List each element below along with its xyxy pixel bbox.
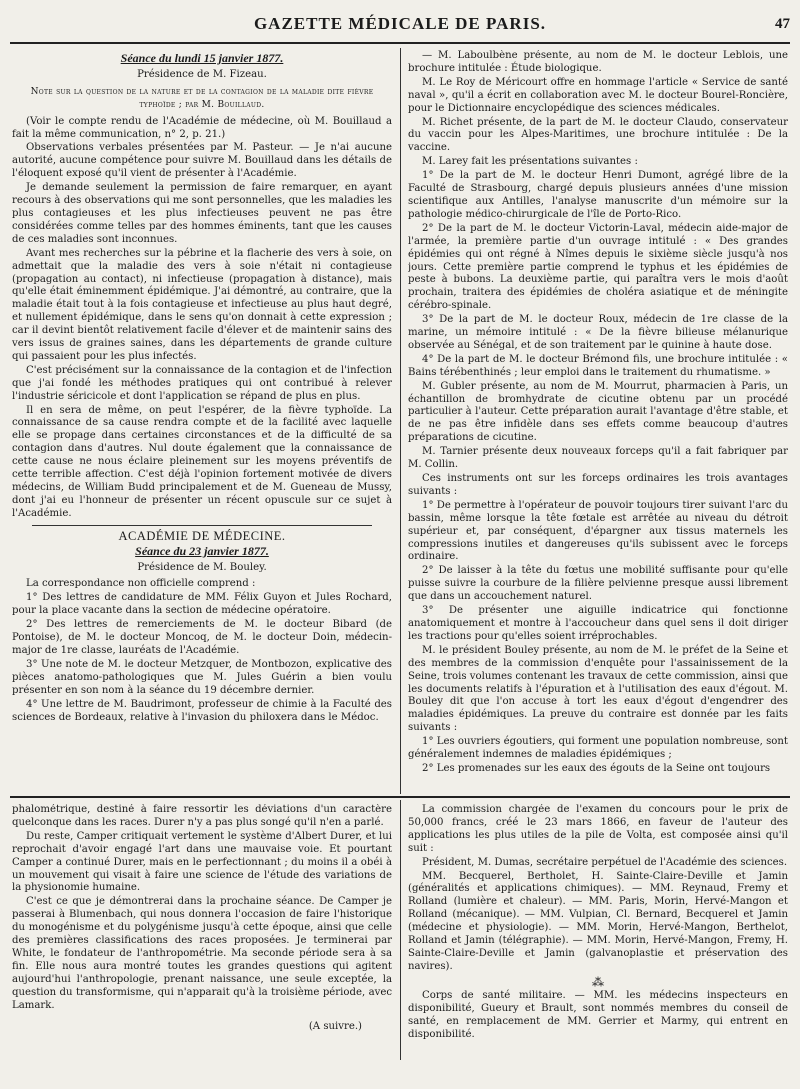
presidence-2: Présidence de M. Bouley. xyxy=(137,561,267,573)
left-column-bottom xyxy=(12,804,392,1074)
paragraph: (Voir le compte rendu de l'Académie de médecine, où M. Bouillaud a fait la même communication, n° 2, p. 21.) xyxy=(12,115,392,140)
newspaper-title: GAZETTE MÉDICALE DE PARIS. xyxy=(253,14,547,33)
paragraph: M. Gubler présente, au nom de M. Mourrut, pharmacien à Paris, un échantillon de bromhydrate de cicutine obtenu par un procédé particulier à l'auteur. Cette préparation aurait l'avantage d'être stable, et de ne pas être infidèle dans ses effets comme beaucoup d'autres préparations de cicutine. xyxy=(408,380,788,444)
paragraph: C'est précisément sur la connaissance de la contagion et de l'infection que j'ai fondé les méthodes pratiques qui ont contribué à relever l'industrie séricicole et dont l'application se répand de plus en plus. xyxy=(12,364,392,402)
paragraph: 2° Les promenades sur les eaux des égouts de la Seine ont toujours xyxy=(422,762,771,774)
header-rule xyxy=(10,42,790,44)
paragraph: Avant mes recherches sur la pébrine et la flacherie des vers à soie, on admettait que la maladie des vers à soie n'était ni contagieuse (propagation au contact), ni infectieuse (propagation à distance), mais qu'elle était éminemment épidémique. J'ai démontré, au contraire, que la maladie était tout à la fois contagieuse et infectieuse au plus haut degré, et nullement épidémique, dans le sens qu'on donnait à cette expression ; car il devint bientôt relativement facile d'élever et de maintenir sains des vers issus de graines saines, dans les départements de grande culture qui passaient pour les plus infectés. xyxy=(12,247,392,362)
paragraph: 2° De laisser à la tête du fœtus une mobilité suffisante pour qu'elle puisse suivre la courbure de la filière pelvienne presque aussi librement que dans un accouchement naturel. xyxy=(408,565,788,603)
paragraph: Observations verbales présentées par M. Pasteur. — Je n'ai aucune autorité, aucune compétence pour suivre M. Bouillaud dans les détails de l'éloquent exposé qu'il vient de présenter à l'Académie. xyxy=(12,142,392,180)
paragraph: 3° Une note de M. le docteur Metzquer, de Montbozon, explicative des pièces anatomo-pathologiques que M. Jules Guérin a bien voulu présenter en son nom à la séance du 19 décembre dernier. xyxy=(12,658,392,696)
paragraph: 1° Des lettres de candidature de MM. Félix Guyon et Jules Rochard, pour la place vacante dans la section de médecine opératoire. xyxy=(12,592,392,617)
paragraph: phalométrique, destiné à faire ressortir les déviations d'un caractère quelconque dans les races. Durer n'y a pas plus songé qu'il n'en a parlé. xyxy=(12,804,392,828)
page-number: 47 xyxy=(775,16,790,32)
section-separator xyxy=(32,525,372,526)
paragraph: La correspondance non officielle comprend : xyxy=(26,578,256,590)
left-column-top xyxy=(12,50,392,794)
page-header xyxy=(0,14,800,36)
academie-heading: ACADÉMIE DE MÉDECINE. xyxy=(118,528,286,543)
paragraph: M. le président Bouley présente, au nom de M. le préfet de la Seine et des membres de la commission d'enquête pour l'assainissement de la Seine, trois volumes contenant les travaux de cette commission, ainsi que les documents relatifs à l'épuration et à l'utilisation des eaux d'égout. M. Bouley dit que l'on accuse à tort les eaux d'égout d'engendrer des maladies épidémiques. La preuve du contraire est donnée par les faits suivants : xyxy=(408,644,788,734)
paragraph: Il en sera de même, on peut l'espérer, de la fièvre typhoïde. La connaissance de sa cause rendra compte et de la facilité avec laquelle elle se propage dans certaines circonstances et de la difficulté de sa contagion dans d'autres. Nul doute également que la connaissance de cette cause ne nous éclaire pleinement sur les moyens préventifs de cette terrible affection. C'est déjà l'opinion fortement motivée de divers médecins, de William Budd principalement et de M. Gueneau de Mussy, dont j'ai eu l'honneur de présenter un récent opuscule sur ce sujet à l'Académie. xyxy=(12,404,392,519)
seance-heading-1: Séance du lundi 15 janvier 1877. xyxy=(120,51,284,65)
paragraph: M. Richet présente, de la part de M. le docteur Claudo, conservateur du vaccin pour les Alpes-Maritimes, une brochure intitulée : De la vaccine. xyxy=(408,116,788,154)
presidence-1: Présidence de M. Fizeau. xyxy=(137,68,267,80)
paragraph: 1° De la part de M. le docteur Henri Dumont, agrégé libre de la Faculté de Strasbourg, chargé depuis plusieurs années d'une mission scientifique aux Antilles, l'analyse manuscrite d'un mémoire sur la pathologie médico-chirurgicale de l'île de Porto-Rico. xyxy=(408,170,788,220)
paragraph: 2° Des lettres de remerciements de M. le docteur Bibard (de Pontoise), de M. le docteur Moncoq, de M. le docteur Doin, médecin-major de 1re classe, lauréats de l'Académie. xyxy=(12,619,392,656)
paragraph: 4° De la part de M. le docteur Brémond fils, une brochure intitulée : « Bains térébenthinés ; leur emploi dans le traitement du rhumatisme. » xyxy=(408,353,788,378)
paragraph: M. Larey fait les présentations suivantes : xyxy=(422,156,638,168)
continued-note: (A suivre.) xyxy=(308,1020,362,1032)
section-rule xyxy=(10,796,790,798)
asterism-separator: ⁂ xyxy=(592,974,604,989)
paragraph: Ces instruments ont sur les forceps ordinaires les trois avantages suivants : xyxy=(408,473,788,497)
paragraph: M. Tarnier présente deux nouveaux forceps qu'il a fait fabriquer par M. Collin. xyxy=(408,446,788,471)
paragraph: 2° De la part de M. le docteur Victorin-Laval, médecin aide-major de l'armée, la première partie d'un ouvrage intitulé : « Des grandes épidémies qui ont régné à Nîmes depuis le sixième siècle jusqu'à nos jours. Cette première partie comprend le typhus et les épidémies de peste à bubons. La deuxième partie, qui paraîtra vers le mois d'août prochain, traitera des épidémies de choléra asiatique et de méningite cérébro-spinale. xyxy=(408,222,788,312)
paragraph: 3° De présenter une aiguille indicatrice qui fonctionne anatomiquement et montre à l'accoucheur dans quel sens il doit diriger les tractions pour qu'elles soient irréprochables. xyxy=(408,605,788,642)
right-column-top xyxy=(408,50,788,794)
paragraph: M. Le Roy de Méricourt offre en hommage l'article « Service de santé naval », qu'il a écrit en collaboration avec M. le docteur Bourel-Roncière, pour le Dictionnaire encyclopédique des sciences médicales. xyxy=(408,76,788,114)
paragraph: 4° Une lettre de M. Baudrimont, professeur de chimie à la Faculté des sciences de Bordeaux, relative à l'invasion du philoxera dans le Médoc. xyxy=(12,698,392,723)
right-column-bottom xyxy=(408,804,788,1074)
paragraph: C'est ce que je démontrerai dans la prochaine séance. De Camper je passerai à Blumenbach, qui nous donnera l'occasion de faire l'historique du monogénisme et du polygénisme jusqu'à cette époque, ainsi que celle des premières classifications des races proposées. Je terminerai par White, le fondateur de l'anthropométrie. Ma seconde période sera à sa fin. Elle nous aura montré toutes les grandes questions qui agitent aujourd'hui l'anthropologie, prenant naissance, une seule exceptée, la question du transformisme, qui n'apparait qu'à la troisième période, avec Lamark. xyxy=(12,896,392,1011)
column-divider-bottom xyxy=(400,800,401,1060)
paragraph: 3° De la part de M. le docteur Roux, médecin de 1re classe de la marine, un mémoire intitulé : « De la fièvre bilieuse mélanurique observée au Sénégal, et de son traitement par le quinine à haute dose. xyxy=(408,314,788,351)
paragraph: 1° De permettre à l'opérateur de pouvoir toujours tirer suivant l'arc du bassin, même lorsque la tête fœtale est arrêtée au niveau du détroit supérieur et, par conséquent, d'épargner aux tissus maternels les compressions inutiles et dangereuses qu'ils subissent avec le forceps ordinaire. xyxy=(408,499,788,563)
paragraph: Président, M. Dumas, secrétaire perpétuel de l'Académie des sciences. xyxy=(422,856,788,868)
paragraph: MM. Becquerel, Bertholet, H. Sainte-Claire-Deville et Jamin (généralités et applications chimiques). — MM. Reynaud, Fremy et Rolland (lumière et chaleur). — MM. Paris, Morin, Hervé-Mangon et Rolland (mécanique). — MM. Vulpian, Cl. Bernard, Becquerel et Jamin (médecine et physiologie). — MM. Morin, Hervé-Mangon, Berthelot, Rolland et Jamin (télégraphie). — MM. Morin, Hervé-Mangon, Fremy, H. Sainte-Claire-Deville et Jamin (galvanoplastie et préservation des navires). xyxy=(408,870,788,972)
paragraph: — M. Laboulbène présente, au nom de M. le docteur Leblois, une brochure intitulée : Étude biologique. xyxy=(408,50,788,74)
paragraph: Je demande seulement la permission de faire remarquer, en ayant recours à des observations qui me sont personnelles, que les maladies les plus contagieuses et les plus infectieuses peuvent ne pas être considérées comme telles par des hommes éminents, tant que les causes de ces maladies sont inconnues. xyxy=(12,182,392,245)
paragraph: Du reste, Camper critiquait vertement le système d'Albert Durer, et lui reprochait d'avoir engagé l'art dans une mauvaise voie. Et pourtant Camper a continué Durer, mais en le perfectionnant ; du moins il a obéi à un mouvement qui visait à faire une science de l'étude des variations de la physionomie humaine. xyxy=(12,830,392,894)
note-title: Note sur la question de la nature et de la contagion de la maladie dite fièvre typhoïde ; par M. Bouillaud. xyxy=(30,86,374,110)
seance-heading-2: Séance du 23 janvier 1877. xyxy=(135,543,269,558)
column-divider-top xyxy=(400,48,401,794)
paragraph: 1° Les ouvriers égoutiers, qui forment une population nombreuse, sont généralement indemnes de maladies épidémiques ; xyxy=(408,736,788,761)
paragraph: La commission chargée de l'examen du concours pour le prix de 50,000 francs, créé le 23 mars 1866, en faveur de l'auteur des applications les plus utiles de la pile de Volta, est composée ainsi qu'il suit : xyxy=(408,804,788,854)
paragraph: Corps de santé militaire. — MM. les médecins inspecteurs en disponibilité, Gueury et Brault, sont nommés membres du conseil de santé, en remplacement de MM. Gerrier et Marmy, qui entrent en disponibilité. xyxy=(408,989,788,1040)
